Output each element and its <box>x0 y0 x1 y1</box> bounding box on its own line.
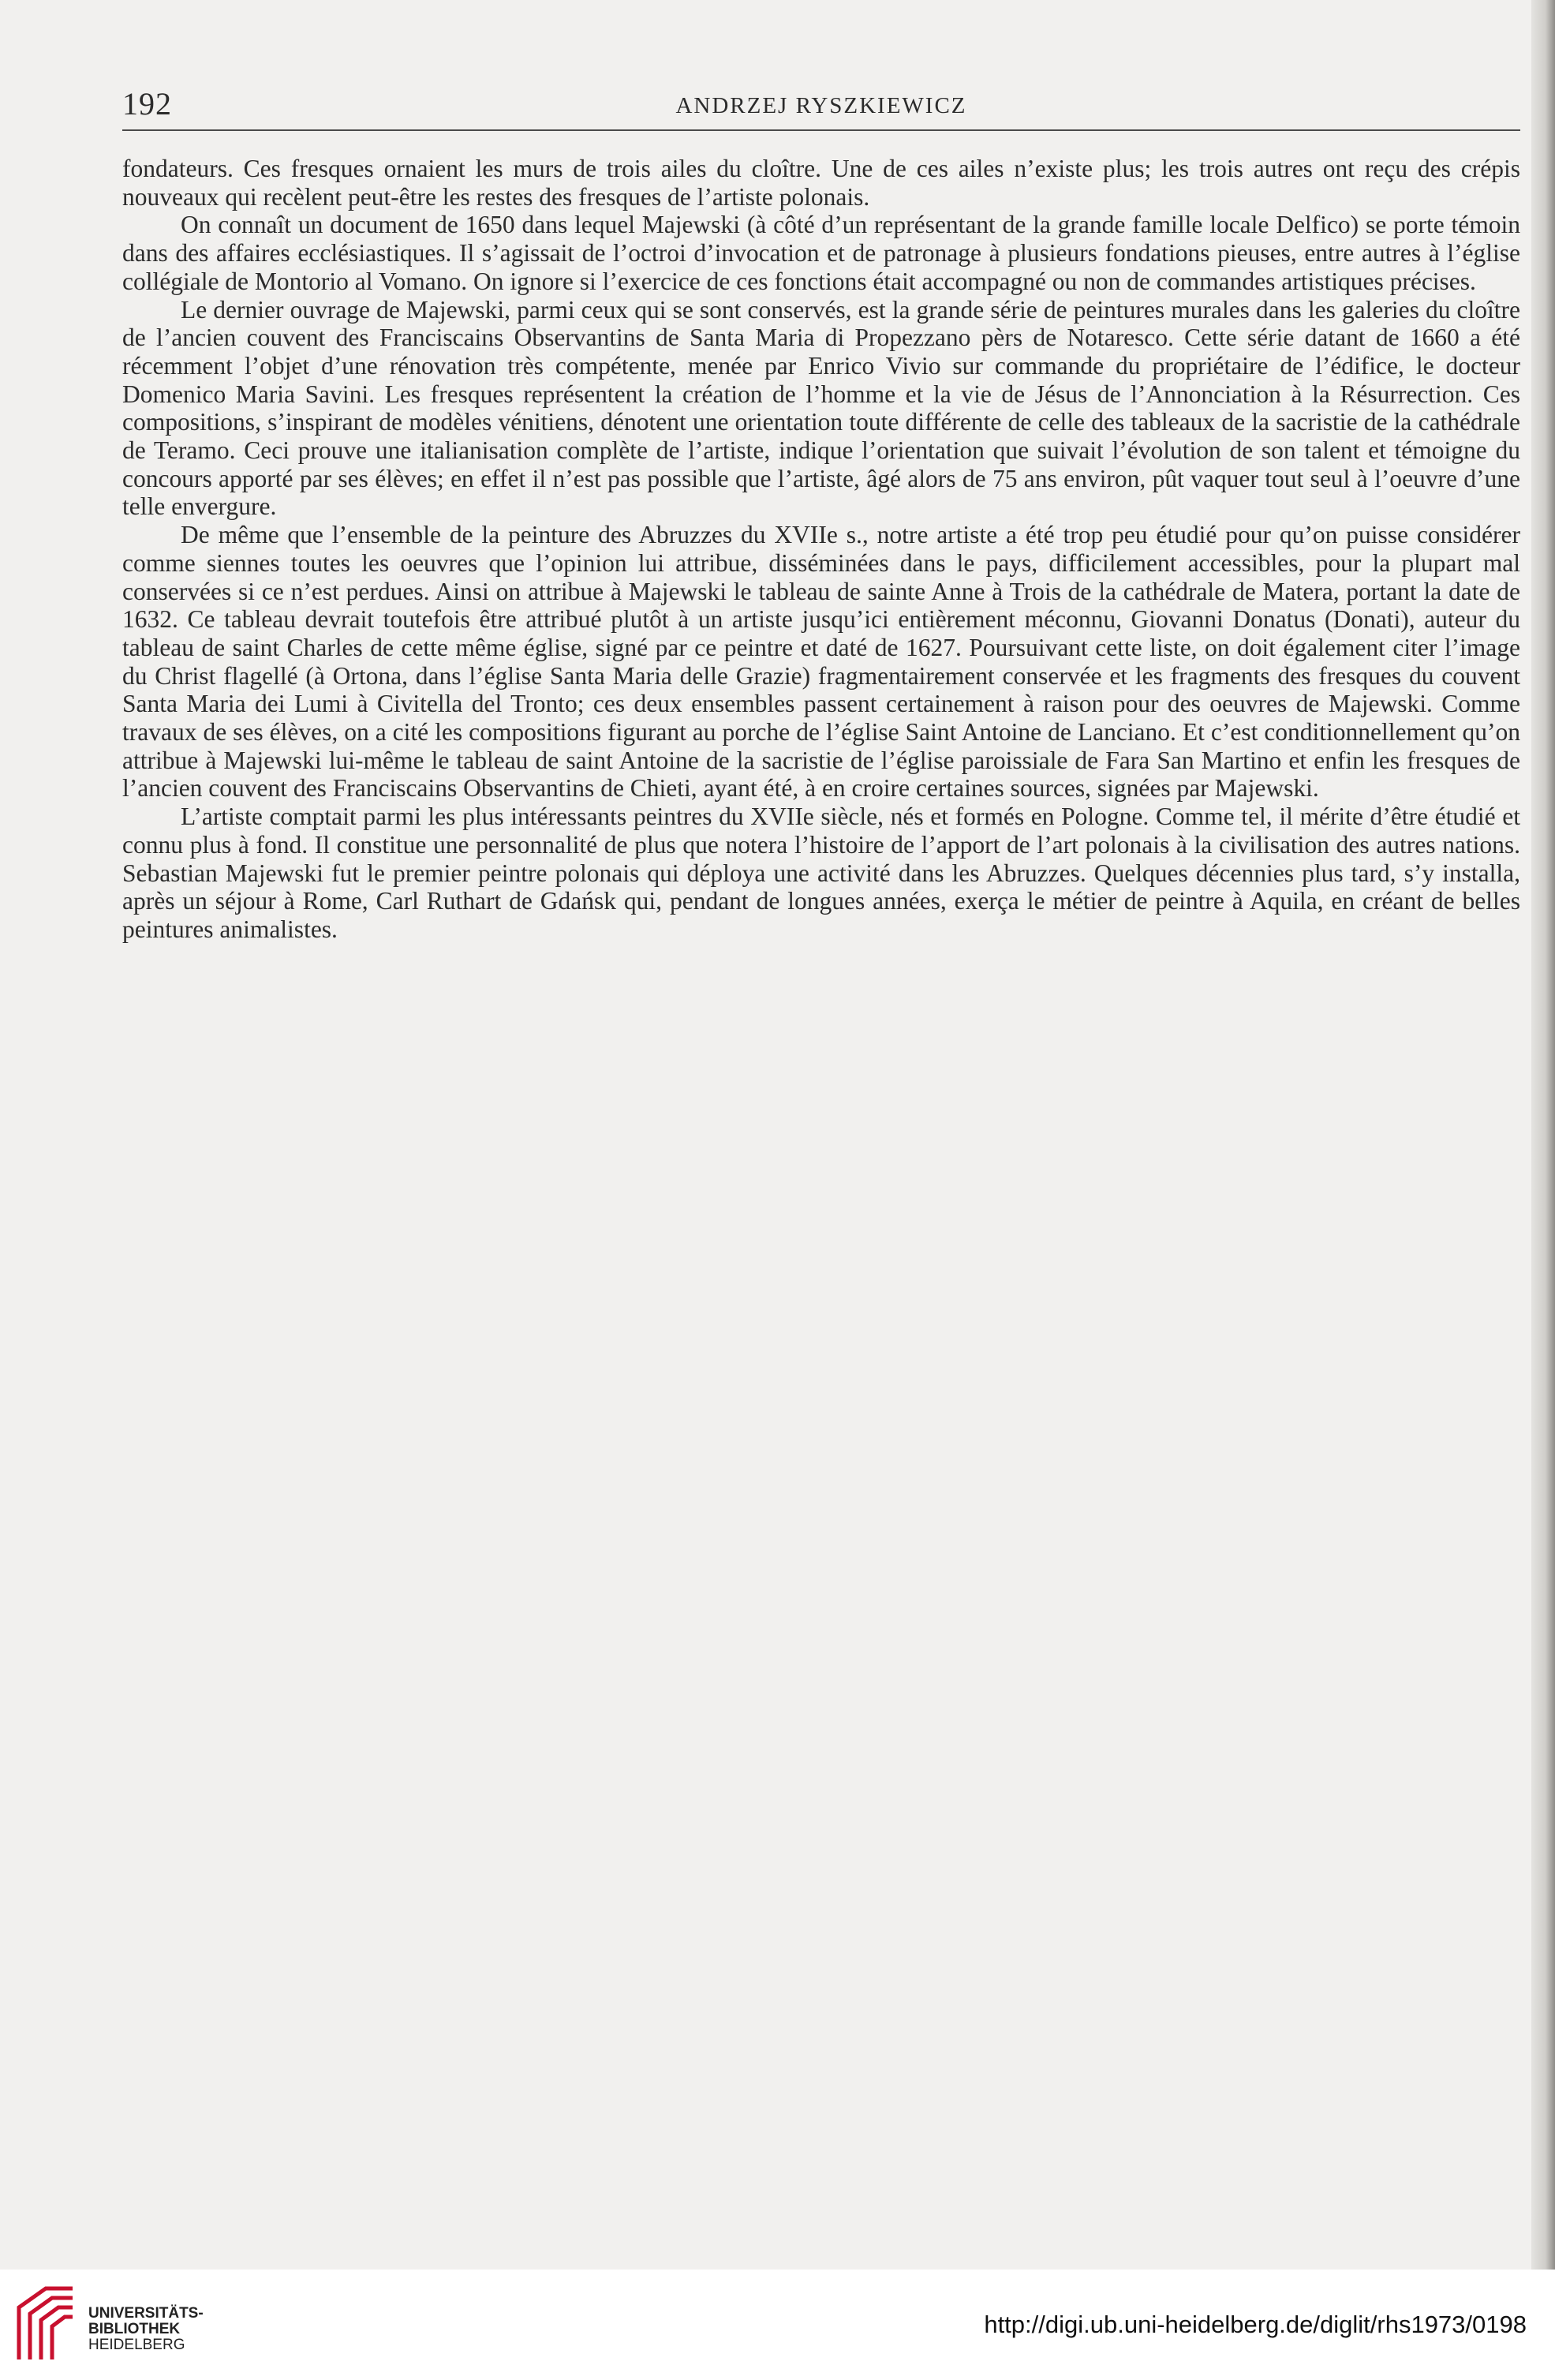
paragraph: On connaît un document de 1650 dans lequel Majewski (à côté d’un représentant de la grande famille locale Delfico) se porte témoin dans des affaires ecclésiastiques. Il s’agissait de l’octroi d’invocation et de patronage à plusieurs fondations pieuses, entre autres à l’église collégiale de Montorio al Vomano. On ignore si l’exercice de ces fonctions était accompagné ou non de commandes artistiques précises. <box>122 211 1520 295</box>
page-number: 192 <box>122 86 172 122</box>
paragraph: De même que l’ensemble de la peinture des Abruzzes du XVIIe s., notre artiste a été trop peu étudié pour qu’on puisse considérer comme siennes toutes les oeuvres que l’opinion lui attribue, disséminées dans le pays, difficilement accessibles, pour la plupart mal conservées si ce n’est perdues. Ainsi on attribue à Majewski le tableau de sainte Anne à Trois de la cathédrale de Matera, portant la date de 1632. Ce tableau devrait toutefois être attribué plutôt à un artiste jusqu’ici entièrement méconnu, Giovanni Donatus (Donati), auteur du tableau de saint Charles de cette même église, signé par ce peintre et daté de 1627. Poursuivant cette liste, on doit également citer l’image du Christ flagellé (à Ortona, dans l’église Santa Maria delle Grazie) fragmentairement conservée et les fragments des fresques du couvent Santa Maria dei Lumi à Civitella del Tronto; ces deux ensembles passent certainement à raison pour des oeuvres de Majewski. Comme travaux de ses élèves, on a cité les compositions figurant au porche de l’église Saint Antoine de Lanciano. Et c’est conditionnellement qu’on attribue à Majewski lui-même le tableau de saint Antoine de la sacristie de l’église paroissiale de Fara San Martino et enfin les fresques de l’ancien couvent des Franciscains Observantins de Chieti, ayant été, à en croire certaines sources, signées par Majewski. <box>122 521 1520 803</box>
source-url-link[interactable]: http://digi.ub.uni-heidelberg.de/diglit/rhs1973/0198 <box>984 2311 1527 2338</box>
article-body <box>122 155 1520 944</box>
page-edge-shadow <box>1531 0 1555 2270</box>
library-name-line: UNIVERSITÄTS- <box>88 2305 204 2322</box>
paragraph: Le dernier ouvrage de Majewski, parmi ceux qui se sont conservés, est la grande série de peintures murales dans les galeries du cloître de l’ancien couvent des Franciscains Observantins de Santa Maria di Propezzano pèrs de Notaresco. Cette série datant de 1660 a été récemment l’objet d’une rénovation très compétente, menée par Enrico Vivio sur commande du propriétaire de l’édifice, le docteur Domenico Maria Savini. Les fresques représentent la création de l’homme et la vie de Jésus de l’Annonciation à la Résurrection. Ces compositions, s’inspirant de modèles vénitiens, dénotent une orientation toute différente de celle des tableaux de la sacristie de la cathédrale de Teramo. Ceci prouve une italianisation complète de l’artiste, indique l’orientation que suivait l’évolution de son talent et témoigne du concours apporté par ses élèves; en effet il n’est pas possible que l’artiste, âgé alors de 75 ans environ, pût vaquer tout seul à l’oeuvre d’une telle envergure. <box>122 295 1520 521</box>
library-logo-icon <box>14 2284 77 2363</box>
library-name <box>88 2306 204 2353</box>
paragraph: fondateurs. Ces fresques ornaient les murs de trois ailes du cloître. Une de ces ailes n’existe plus; les trois autres ont reçu des crépis nouveaux qui recèlent peut-être les restes des fresques de l’artiste polonais. <box>122 155 1520 211</box>
running-head <box>122 85 1520 128</box>
digitization-footer <box>0 2270 1555 2380</box>
library-name-line: BIBLIOTHEK <box>88 2321 181 2337</box>
header-rule <box>122 129 1520 131</box>
running-title: ANDRZEJ RYSZKIEWICZ <box>675 93 967 118</box>
library-city: HEIDELBERG <box>88 2337 185 2353</box>
paragraph: L’artiste comptait parmi les plus intéressants peintres du XVIIe siècle, nés et formés en Pologne. Comme tel, il mérite d’être étudié et connu plus à fond. Il constitue une personnalité de plus que notera l’histoire de l’apport de l’art polonais à la civilisation des autres nations. Sebastian Majewski fut le premier peintre polonais qui déploya une activité dans les Abruzzes. Quelques décennies plus tard, s’y installa, après un séjour à Rome, Carl Ruthart de Gdańsk qui, pendant de longues années, exerça le métier de peintre à Aquila, en créant de belles peintures animalistes. <box>122 803 1520 943</box>
